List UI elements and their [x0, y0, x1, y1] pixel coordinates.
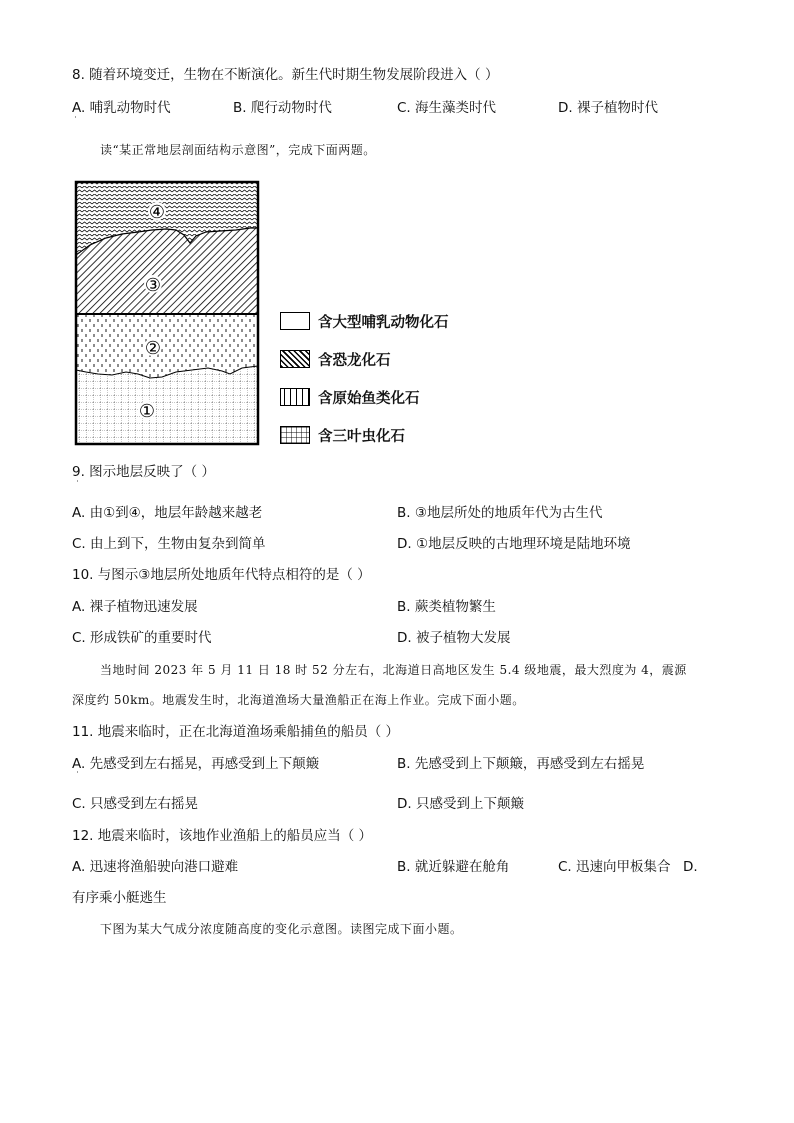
q10-option-c: C. 形成铁矿的重要时代 — [72, 630, 212, 646]
fish-swatch-icon — [280, 388, 310, 406]
legend-label-dinosaur: 含恐龙化石 — [318, 352, 391, 369]
layer-label-2: ② — [144, 338, 162, 359]
legend-item-mammal — [280, 311, 449, 331]
layer-2-top-edge — [76, 313, 258, 315]
q8-option-a: A. 哺乳动物时代 — [72, 100, 171, 116]
legend-item-trilobite — [280, 425, 405, 445]
q10-stem: 10. 与图示③地层所处地质年代特点相符的是（ ） — [72, 567, 371, 583]
legend-item-dinosaur — [280, 349, 391, 369]
intro-earthquake-line2: 深度约 50km。地震发生时，北海道渔场大量渔船正在海上作业。完成下面小题。 — [72, 693, 525, 707]
intro-earthquake-line1: 当地时间 2023 年 5 月 11 日 18 时 52 分左右，北海道日高地区发生 5.4 级地震，最大烈度为 4，震源 — [100, 663, 687, 677]
q11-option-d: D. 只感受到上下颠簸 — [397, 796, 524, 812]
q12-option-b: B. 就近躲避在舱角 — [397, 859, 510, 875]
q8-option-d: D. 裸子植物时代 — [558, 100, 658, 116]
q11-stem: 11. 地震来临时，正在北海道渔场乘船捕鱼的船员（ ） — [72, 724, 400, 740]
q11-option-a: A. 先感受到左右摇晃，再感受到上下颠簸 — [72, 756, 320, 772]
legend-label-trilobite: 含三叶虫化石 — [318, 428, 405, 445]
trilobite-swatch-icon — [280, 426, 310, 444]
legend-label-mammal: 含大型哺乳动物化石 — [318, 314, 449, 331]
layer-2 — [76, 315, 258, 378]
layer-3 — [76, 228, 258, 313]
decor-dot: ˙ — [75, 480, 80, 491]
q11-option-b: B. 先感受到上下颠簸，再感受到左右摇晃 — [397, 756, 645, 772]
q9-stem: 9. 图示地层反映了（ ） — [72, 464, 215, 480]
q10-option-d: D. 被子植物大发展 — [397, 630, 511, 646]
q8-option-b: B. 爬行动物时代 — [233, 100, 332, 116]
q12-option-d: D. — [683, 859, 698, 875]
q10-option-a: A. 裸子植物迅速发展 — [72, 599, 198, 615]
q12-option-d-text: 有序乘小艇逃生 — [72, 890, 167, 906]
q9-option-d: D. ①地层反映的古地理环境是陆地环境 — [397, 536, 631, 552]
layer-label-3: ③ — [144, 275, 162, 296]
intro-atmosphere: 下图为某大气成分浓度随高度的变化示意图。读图完成下面小题。 — [100, 922, 463, 936]
decor-dot: ˙ — [73, 116, 78, 127]
decor-dot: ˙ — [75, 771, 80, 782]
q12-stem: 12. 地震来临时，该地作业渔船上的船员应当（ ） — [72, 828, 373, 844]
q10-option-b: B. 蕨类植物繁生 — [397, 599, 496, 615]
q12-option-a: A. 迅速将渔船驶向港口避难 — [72, 859, 239, 875]
mammal-swatch-icon — [280, 312, 310, 330]
legend-item-fish — [280, 387, 420, 407]
dinosaur-swatch-icon — [280, 350, 310, 368]
q9-option-c: C. 由上到下，生物由复杂到简单 — [72, 536, 266, 552]
intro-strata: 读“某正常地层剖面结构示意图”，完成下面两题。 — [100, 143, 376, 157]
q9-option-b: B. ③地层所处的地质年代为古生代 — [397, 505, 603, 521]
q9-option-a: A. 由①到④，地层年龄越来越老 — [72, 505, 263, 521]
q12-option-c: C. 迅速向甲板集合 — [558, 859, 671, 875]
q11-option-c: C. 只感受到左右摇晃 — [72, 796, 199, 812]
q8-option-c: C. 海生藻类时代 — [397, 100, 497, 116]
legend-label-fish: 含原始鱼类化石 — [318, 390, 420, 407]
q8-stem: 8. 随着环境变迁，生物在不断演化。新生代时期生物发展阶段进入（ ） — [72, 67, 499, 83]
strata-figure — [72, 178, 262, 448]
layer-label-1: ① — [138, 401, 156, 422]
layer-label-4: ④ — [148, 202, 166, 223]
